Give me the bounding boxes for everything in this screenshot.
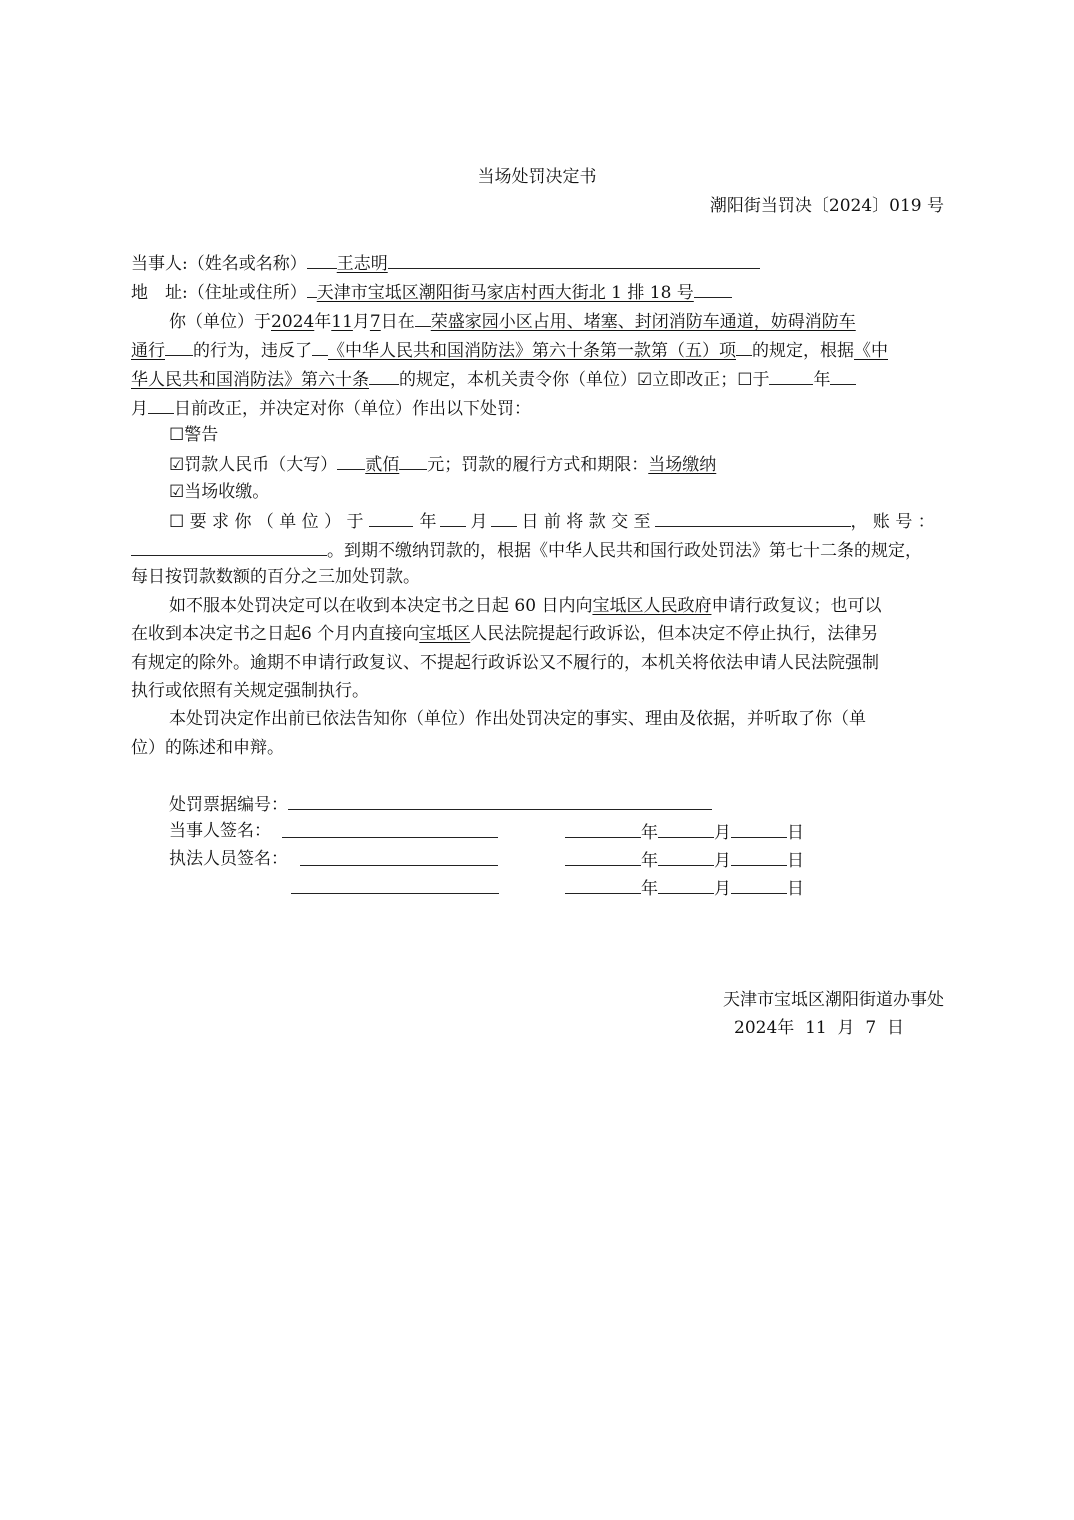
officer-signature-field[interactable] (300, 848, 498, 872)
issue-date: 2024年 11 月 7 日 (734, 1018, 904, 1038)
issuing-authority: 天津市宝坻区潮阳街道办事处 (723, 990, 944, 1010)
party-sign-date: 年 月 日 (565, 820, 804, 844)
notice-line-1: 本处罚决定作出前已依法告知你（单位）作出处罚决定的事实、理由及依据，并听取了你（单 (169, 709, 866, 729)
fine-method: 当场缴纳 (648, 455, 717, 475)
overdue-line: 。到期不缴纳罚款的，根据《中华人民共和国行政处罚法》第七十二条的规定， (131, 538, 922, 562)
officer-sign-date-2: 年 月 日 (565, 876, 804, 900)
appeal-line-2: 在收到本决定书之日起6 个月内直接向宝坻区人民法院提起行政诉讼，但本决定不停止执行，法律另 (131, 624, 879, 644)
payment-request-line: ☐ 要 求 你 （ 单 位 ） 于 年 月 日 前 将 款 交 至 ， 账 号 ： (169, 509, 935, 533)
on-site-collection: ☑当场收缴。 (169, 482, 270, 502)
notice-line-2: 位）的陈述和申辩。 (131, 738, 284, 758)
violation-day: 7 (369, 312, 381, 332)
overdue-line-2: 每日按罚款数额的百分之三加处罚款。 (131, 567, 420, 587)
officer-signature-label: 执法人员签名： (169, 849, 288, 869)
party-label: 当事人:（姓名或名称） (131, 254, 307, 274)
facts-line-3: 华人民共和国消防法》第六十条 的规定，本机关责令你（单位）☑立即改正；☐于 年 (131, 367, 856, 391)
document-title: 当场处罚决定书 (477, 167, 597, 187)
party-address: 天津市宝坻区潮阳街马家店村西大街北 1 排 18 号 (316, 283, 694, 303)
violated-law: 《中华人民共和国消防法》第六十条第一款第（五）项 (328, 341, 736, 361)
officer-sign-date: 年 月 日 (565, 848, 804, 872)
receipt-number-line: 处罚票据编号： (169, 792, 712, 816)
fine-amount: 贰佰 (365, 455, 400, 475)
violation-year: 2024 (271, 312, 315, 332)
facts-line-2: 通行 的行为，违反了 《中华人民共和国消防法》第六十条第一款第（五）项 的规定，根据《中 (131, 338, 888, 362)
fine-line: ☑罚款人民币（大写） 贰佰 元；罚款的履行方式和期限：当场缴纳 (169, 452, 716, 476)
party-line (131, 251, 760, 275)
violation-behavior: 荣盛家园小区占用、堵塞、封闭消防车通道，妨碍消防车 (430, 312, 856, 332)
officer-signature-field-2[interactable] (291, 876, 499, 900)
appeal-line-1: 如不服本处罚决定可以在收到本决定书之日起 60 日内向宝坻区人民政府申请行政复议；也可以 (169, 596, 882, 616)
review-authority: 宝坻区人民政府 (592, 596, 712, 616)
appeal-line-3: 有规定的除外。逾期不申请行政复议、不提起行政诉讼又不履行的，本机关将依法申请人民法院强制 (131, 653, 879, 673)
facts-line-1: 你（单位）于2024年11月7日在 荣盛家园小区占用、堵塞、封闭消防车通道，妨碍消防车 (169, 309, 856, 333)
violation-month: 11 (331, 312, 353, 332)
party-signature-field[interactable] (282, 820, 498, 844)
address-label: 地 址:（住址或住所） (131, 283, 307, 303)
legal-basis: 《中 (854, 341, 888, 361)
court-name: 宝坻区 (419, 624, 471, 644)
party-name: 王志明 (336, 254, 388, 274)
address-line (131, 280, 732, 304)
facts-line-4: 月 日前改正，并决定对你（单位）作出以下处罚： (131, 396, 531, 420)
party-signature-label: 当事人签名： (169, 821, 271, 841)
appeal-line-4: 执行或依照有关规定强制执行。 (131, 681, 369, 701)
document-number: 潮阳街当罚决〔2024〕019 号 (709, 196, 944, 216)
warning-option: ☐警告 (169, 425, 219, 445)
